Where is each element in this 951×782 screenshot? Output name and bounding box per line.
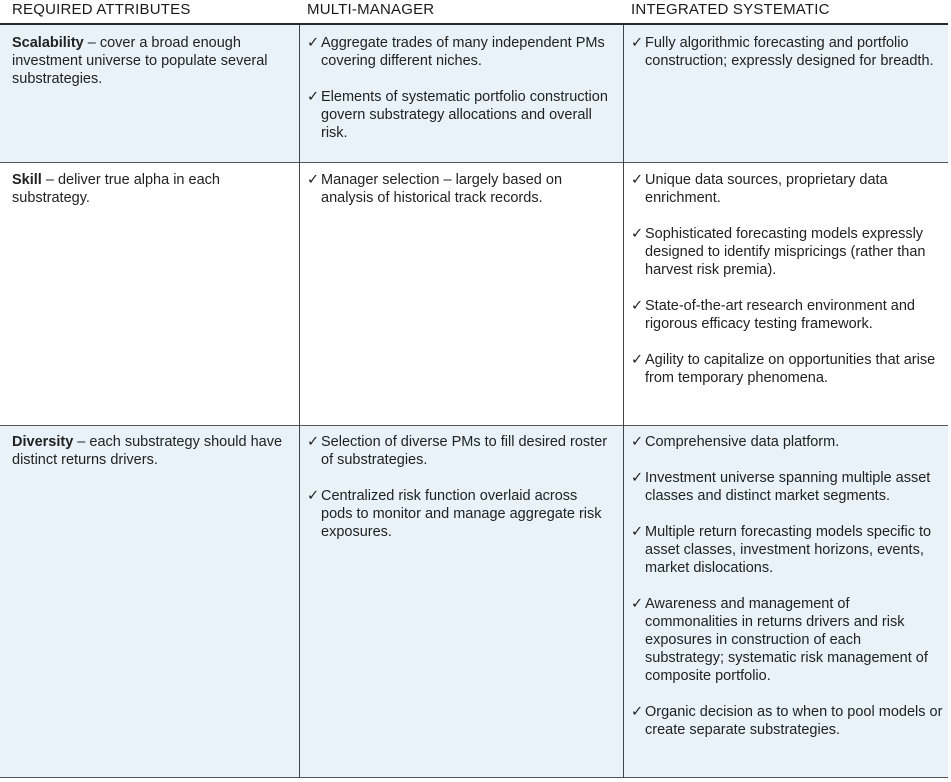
item-text: Aggregate trades of many independent PMs covering different niches. xyxy=(321,35,605,69)
list-item xyxy=(631,433,943,451)
item-text: Agility to capitalize on opportunities that arise from temporary phenomena. xyxy=(645,352,936,386)
checkmark-icon: ✓ xyxy=(307,35,320,51)
checkmark-icon: ✓ xyxy=(631,434,644,450)
list-item xyxy=(307,171,609,207)
list-item xyxy=(307,34,609,70)
checkmark-icon: ✓ xyxy=(631,352,644,368)
attribute-cell-diversity xyxy=(12,433,287,469)
column-divider xyxy=(299,25,300,778)
item-text: Awareness and management of commonalities in returns drivers and risk exposures in construction of each substrategy; systematic risk management of composite portfolio. xyxy=(645,596,928,684)
checkmark-icon: ✓ xyxy=(631,226,644,242)
checkmark-icon: ✓ xyxy=(307,172,320,188)
item-text: Comprehensive data platform. xyxy=(645,434,840,450)
list-item xyxy=(631,34,943,70)
header-multi-manager: MULTI-MANAGER xyxy=(307,1,435,18)
attribute-title: Scalability xyxy=(12,35,84,51)
item-text: Selection of diverse PMs to fill desired roster of substrategies. xyxy=(321,434,608,468)
list-item xyxy=(631,703,943,739)
list-item xyxy=(631,351,943,387)
attribute-description: – each substrategy should have distinct returns drivers. xyxy=(12,434,283,468)
checkmark-icon: ✓ xyxy=(307,89,320,105)
row-divider xyxy=(0,425,948,426)
checkmark-icon: ✓ xyxy=(631,704,644,720)
attribute-description: – cover a broad enough investment universe to populate several substrategies. xyxy=(12,35,268,87)
checkmark-icon: ✓ xyxy=(631,35,644,51)
checkmark-icon: ✓ xyxy=(631,172,644,188)
attribute-title: Skill xyxy=(12,172,42,188)
attribute-cell-scalability xyxy=(12,34,287,88)
integrated-systematic-cell-scalability xyxy=(631,34,943,70)
item-text: Centralized risk function overlaid across pods to monitor and manage aggregate risk exposures. xyxy=(321,488,602,540)
item-text: Unique data sources, proprietary data enrichment. xyxy=(645,172,888,206)
list-item xyxy=(631,171,943,207)
list-item xyxy=(631,595,943,685)
checkmark-icon: ✓ xyxy=(631,524,644,540)
item-text: State-of-the-art research environment and rigorous efficacy testing framework. xyxy=(645,298,915,332)
item-text: Fully algorithmic forecasting and portfolio construction; expressly designed for breadth. xyxy=(645,35,934,69)
column-divider xyxy=(623,25,624,778)
list-item xyxy=(631,225,943,279)
checkmark-icon: ✓ xyxy=(631,596,644,612)
header-integrated-systematic: INTEGRATED SYSTEMATIC xyxy=(631,1,830,18)
checkmark-icon: ✓ xyxy=(307,488,320,504)
item-text: Multiple return forecasting models specific to asset classes, investment horizons, events, market dislocations. xyxy=(645,524,932,576)
attribute-description: – deliver true alpha in each substrategy. xyxy=(12,172,220,206)
checkmark-icon: ✓ xyxy=(631,470,644,486)
item-text: Organic decision as to when to pool models or create separate substrategies. xyxy=(645,704,943,738)
checkmark-icon: ✓ xyxy=(631,298,644,314)
multi-manager-cell-skill xyxy=(307,171,609,207)
list-item xyxy=(631,297,943,333)
item-text: Manager selection – largely based on analysis of historical track records. xyxy=(321,172,563,206)
list-item xyxy=(307,88,609,142)
multi-manager-cell-diversity xyxy=(307,433,609,541)
item-text: Elements of systematic portfolio construction govern substrategy allocations and overall risk. xyxy=(321,89,608,141)
list-item xyxy=(631,523,943,577)
list-item xyxy=(307,433,609,469)
item-text: Investment universe spanning multiple asset classes and distinct market segments. xyxy=(645,470,931,504)
row-divider xyxy=(0,162,948,163)
header-required-attributes: REQUIRED ATTRIBUTES xyxy=(12,1,191,18)
integrated-systematic-cell-skill xyxy=(631,171,943,387)
checkmark-icon: ✓ xyxy=(307,434,320,450)
integrated-systematic-cell-diversity xyxy=(631,433,943,739)
attribute-title: Diversity xyxy=(12,434,74,450)
table-bottom-rule xyxy=(0,777,948,778)
multi-manager-cell-scalability xyxy=(307,34,609,142)
item-text: Sophisticated forecasting models expressly designed to identify mispricings (rather than harvest risk premia). xyxy=(645,226,926,278)
list-item xyxy=(307,487,609,541)
attribute-cell-skill xyxy=(12,171,287,207)
list-item xyxy=(631,469,943,505)
